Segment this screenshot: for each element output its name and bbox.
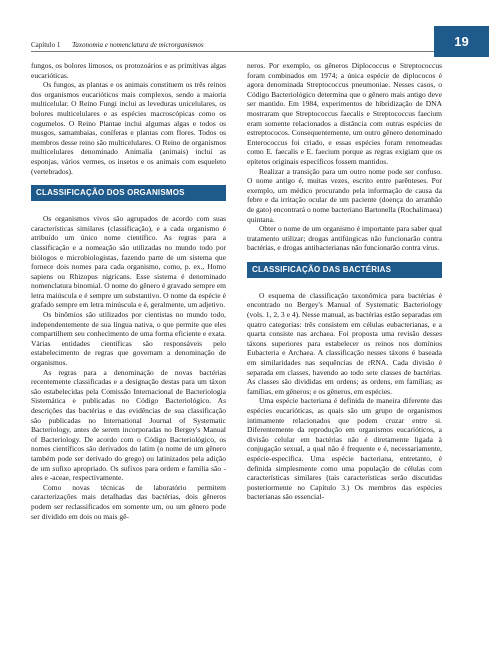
page-number: 19 bbox=[434, 26, 489, 57]
paragraph: fungos, os bolores limosos, os protozoários e as primitivas algas eucarióticas. bbox=[31, 61, 226, 80]
chapter-title: Taxonomia e nomenclatura de microrganismos bbox=[72, 41, 204, 49]
right-column bbox=[247, 61, 442, 502]
header-rule bbox=[31, 51, 434, 52]
section-heading-classificacao-bacterias: CLASSIFICAÇÃO DAS BACTÉRIAS bbox=[247, 262, 442, 278]
paragraph: Os binômios são utilizados por cientistas no mundo todo, independentemente de sua língua nativa, o que permite que eles compartilhem seu conhecimento de uma forma eficiente e exata. Várias entidades científicas são responsáveis pelo estabelecimento de regras que governam a denominação de organismos. bbox=[31, 310, 226, 368]
paragraph: Uma espécie bacteriana é definida de maneira diferente das espécies eucarióticas, as quais são um grupo de organismos intimamente relacionados que podem cruzar entre si. Diferentemente da reprodução em organismos eucarióticos, a divisão celular em bactérias não é diretamente ligada à conjugação sexual, a qual não é frequente e é, necessariamente, espécie-específica. Uma espécie bacteriana, entretanto, é definida simplesmente como uma população de células com características similares (tais características serão discutidas posteriormente no Capítulo 3.) Os membros das espécies bacterianas são essencial- bbox=[247, 396, 442, 502]
left-column bbox=[31, 61, 226, 521]
paragraph: Os fungos, as plantas e os animais constituem os três reinos dos organismos eucarióticos mais complexos, sendo a maioria multicelular. O Reino Fungi inclui as leveduras unicelulares, os bolores multicelulares e as espécies macroscópicas como os cogumelos. O Reino Plantae inclui algumas algas e todos os musgos, samambaias, coníferas e plantas com flores. Todos os membros desse reino são multicelulares. O Reino de organismos multicelulares denominado Animalia (animais) inclui as esponjas, vários vermes, os insetos e os animais com esqueleto (vertebrados). bbox=[31, 80, 226, 176]
paragraph: Realizar a transição para um outro nome pode ser confuso. O nome antigo é, muitas vezes, escrito entre parênteses. Por exemplo, um médico procurando pela informação de causa da febre e da irritação ocular de um paciente (doença do arranhão de gato) encontrará o nome bacteriano Bartonella (Rochalimaea) quintana. bbox=[247, 166, 442, 224]
paragraph: O esquema de classificação taxonômica para bactérias é encontrado no Bergey's Manual of Systematic Bacteriology (vols. 1, 2, 3 e 4). Nesse manual, as bactérias estão separadas em quatro categorias: três consistem em células eubacterianas, e a quarta consiste nas archaea. Foi proposta uma revisão desses táxons superiores para estabelecer os reinos nos domínios Eubacteria e Archaea. A classificação nesses táxons é baseada em similaridades nas sequências de rRNA. Cada divisão é separada em classes, havendo ao todo sete classes de bactérias. As classes são divididas em ordens; as ordens, em famílias; as famílias, em gêneros; e os gêneros, em espécies. bbox=[247, 290, 442, 396]
running-header bbox=[31, 41, 204, 49]
paragraph: Os organismos vivos são agrupados de acordo com suas características similares (classificação), e a cada organismo é atribuído um único nome científico. As regras para a classificação e a nomeação são utilizadas no mundo todo por biólogos e microbiologistas, fazendo parte de um sistema que fornece dois nomes para cada organismo, como, p. ex., Homo sapiens ou Rhizopus nigricans. Esse sistema é denominado nomenclatura binomial. O nome do gênero é gravado sempre em letra maiúscula e é sempre um substantivo. O nome da espécie é grafado sempre em letra minúscula e é, geralmente, um adjetivo. bbox=[31, 214, 226, 310]
section-heading-classificacao-organismos: CLASSIFICAÇÃO DOS ORGANISMOS bbox=[31, 185, 226, 201]
paragraph: neros. Por exemplo, os gêneros Diplococcus e Streptococcus foram combinados em 1974; a única espécie de diplococos é agora denominada Streptococcus pneumoniae. Nesses casos, o Código Bacteriológico determina que o gênero mais antigo deve ser mantido. Em 1984, experimentos de hibridização de DNA mostraram que Streptococcus faecalis e Streptococcus faecium eram somente relacionados a distância com outras espécies de estreptococos. Consequentemente, um outro gênero denominado Enterococcus foi criado, e essas espécies foram renomeadas como E. faecalis e E. faecium porque as regras exigiam que os epítetos originais específicos fossem mantidos. bbox=[247, 61, 442, 166]
paragraph: Obter o nome de um organismo é importante para saber qual tratamento utilizar; drogas antifúngicas não funcionarão contra bactérias, e drogas antibacterianas não funcionarão contra vírus. bbox=[247, 224, 442, 253]
paragraph: As regras para a denominação de novas bactérias recentemente classificadas e a designação destas para um táxon são estabelecidas pela Comissão Internacional de Bacteriologia Sistemática e publicadas no Código Bacteriológico. As descrições das bactérias e das evidências de sua classificação são publicadas no International Journal of Systematic Bacteriology, antes de serem incorporadas no Bergey's Manual of Bacteriology. De acordo com o Código Bacteriológico, os nomes científicos são derivados do latim (o nome de um gênero também pode ser derivado do grego) ou latinizados pela adição de um sufixo apropriado. Os sufixos para ordem e família são -ales e -aceae, respectivamente. bbox=[31, 367, 226, 483]
paragraph: Como novas técnicas de laboratório permitem caracterizações mais detalhadas das bactérias, dois gêneros podem ser reclassificados em somente um, ou um gênero pode ser dividido em dois ou mais gê- bbox=[31, 482, 226, 521]
chapter-label: Capítulo 1 bbox=[31, 41, 61, 49]
